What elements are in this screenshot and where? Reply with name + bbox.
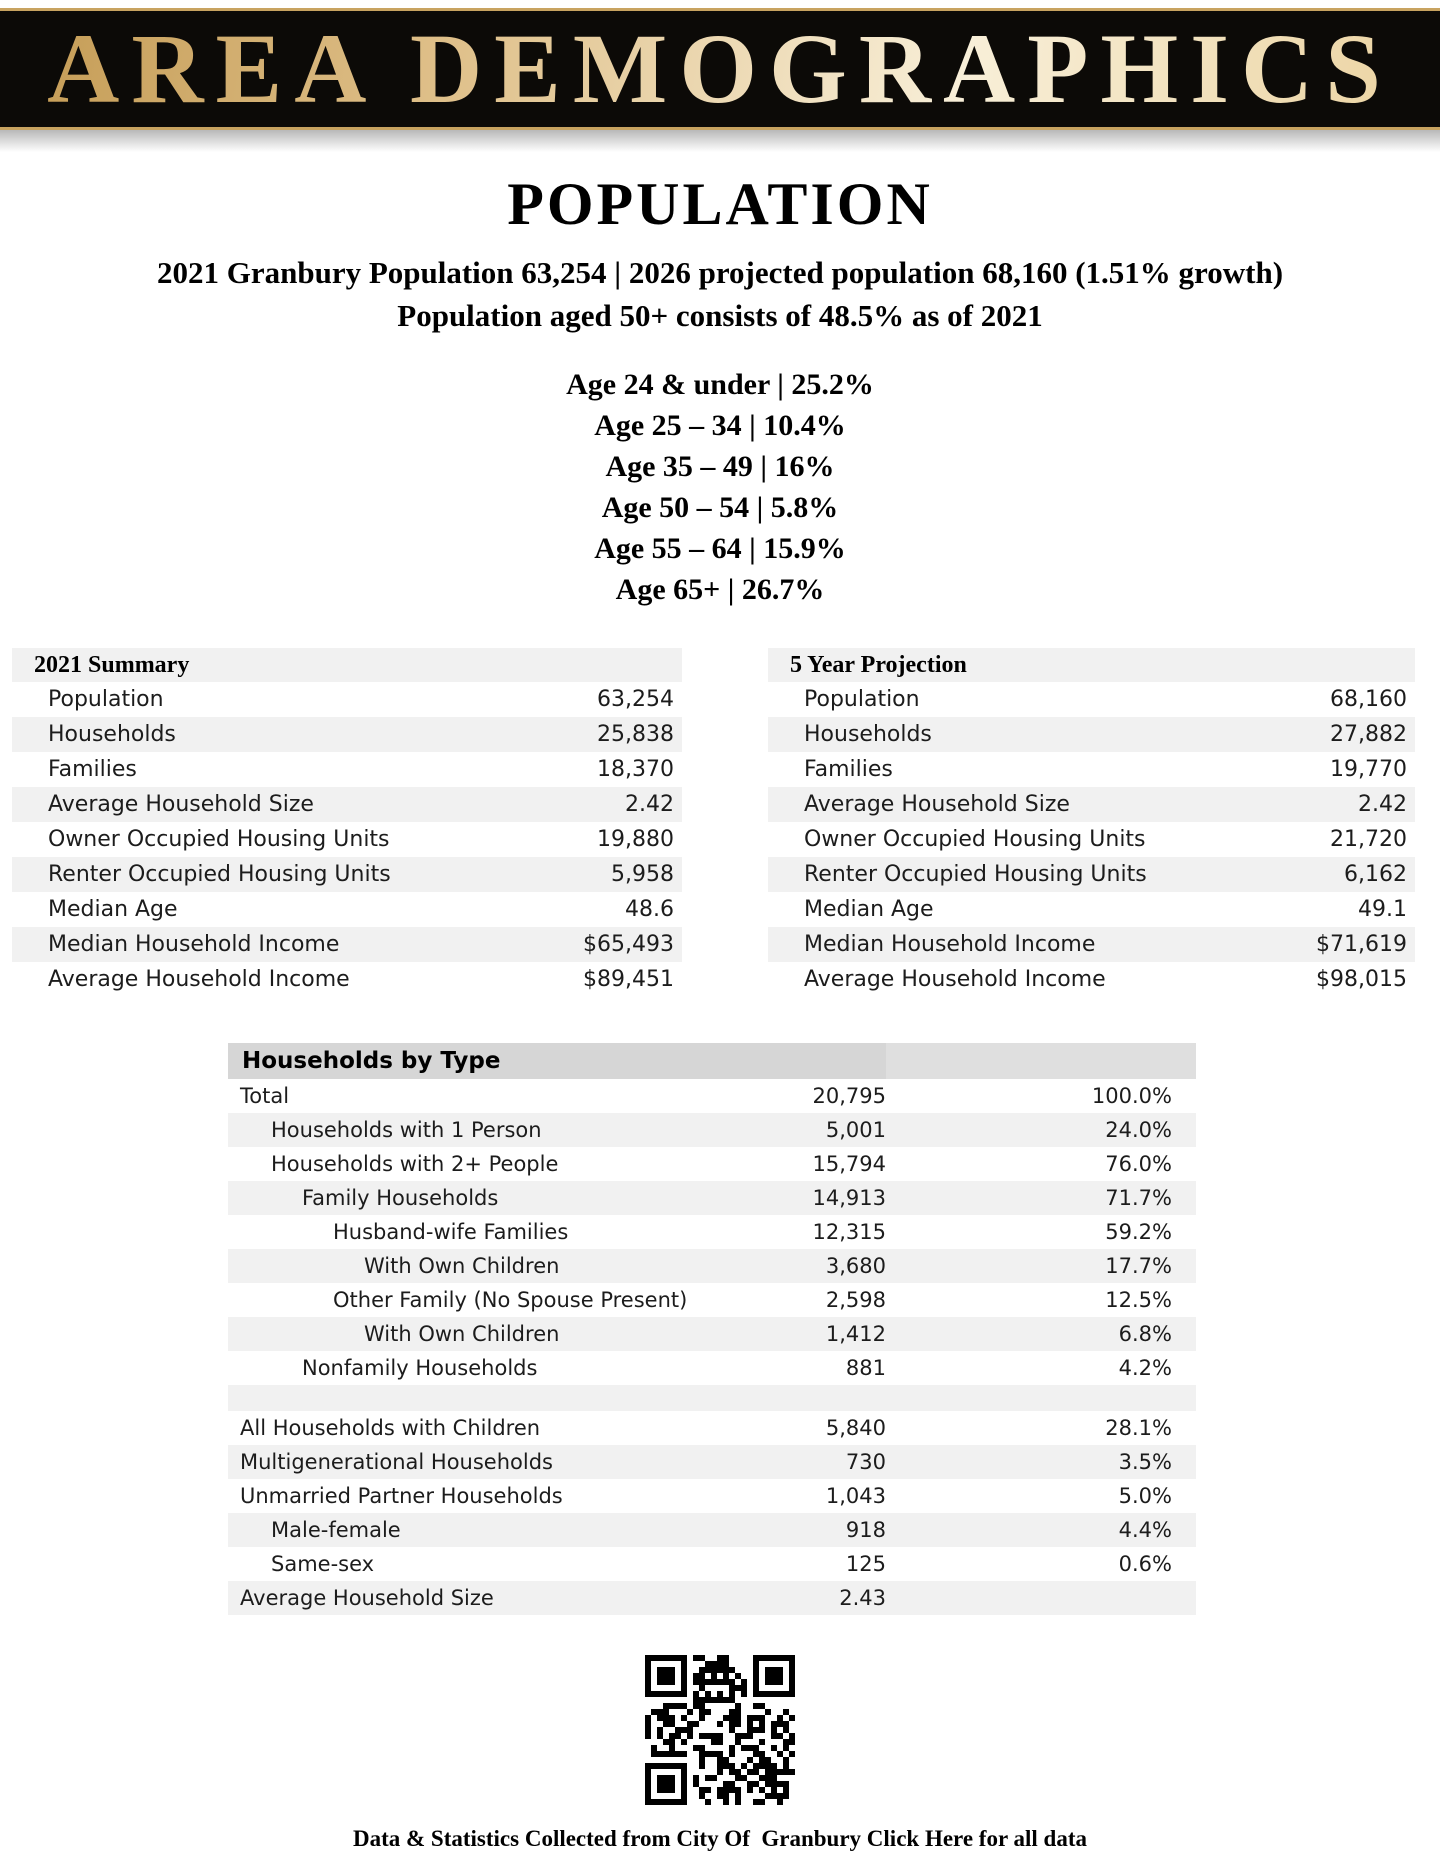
row-percent: 24.0% — [1105, 1118, 1172, 1142]
table-row — [12, 752, 682, 787]
row-value: 19,880 — [597, 827, 674, 852]
row-value: 1,412 — [825, 1322, 886, 1346]
row-value: 125 — [845, 1552, 886, 1576]
summary-2021-rows — [12, 682, 682, 997]
age-range-item: Age 50 – 54 | 5.8% — [601, 491, 839, 524]
row-label: Multigenerational Households — [240, 1450, 553, 1474]
row-label: Total — [240, 1084, 290, 1108]
row-label: Average Household Size — [48, 792, 314, 817]
footer-click-here-link[interactable]: Data & Statistics Collected from City Of Granbury Click Here for all data — [353, 1826, 1087, 1851]
summary-tables-section — [0, 648, 1440, 997]
table-row — [768, 962, 1415, 997]
table-row — [768, 682, 1415, 717]
table-row — [12, 927, 682, 962]
row-label: Households with 2+ People — [271, 1152, 559, 1176]
banner-title: AREA DEMOGRAPHICS — [47, 13, 1393, 124]
row-label: Renter Occupied Housing Units — [804, 862, 1147, 887]
row-value: 63,254 — [597, 687, 674, 712]
row-label: Husband-wife Families — [333, 1220, 569, 1244]
table-row — [228, 1249, 1196, 1283]
page-title: POPULATION — [507, 171, 933, 237]
row-percent: 5.0% — [1118, 1484, 1172, 1508]
row-value: 49.1 — [1358, 897, 1407, 922]
table-row — [12, 962, 682, 997]
row-value: 19,770 — [1330, 757, 1407, 782]
row-percent: 100.0% — [1091, 1084, 1172, 1108]
population-age50-line: Population aged 50+ consists of 48.5% as of 2021 — [397, 298, 1043, 333]
row-label: Nonfamily Households — [302, 1356, 538, 1380]
projection-5yr-header: 5 Year Projection — [768, 648, 1415, 682]
banner-shadow — [0, 130, 1440, 156]
row-label: Unmarried Partner Households — [240, 1484, 563, 1508]
table-row — [228, 1215, 1196, 1249]
table-row — [228, 1113, 1196, 1147]
row-value: 12,315 — [812, 1220, 886, 1244]
row-percent: 0.6% — [1118, 1552, 1172, 1576]
row-value: $89,451 — [583, 967, 674, 992]
row-value: 48.6 — [625, 897, 674, 922]
age-range-item: Age 55 – 64 | 15.9% — [594, 532, 846, 565]
row-label: Population — [804, 687, 920, 712]
row-label: Owner Occupied Housing Units — [48, 827, 390, 852]
table-row — [228, 1283, 1196, 1317]
table-row — [12, 682, 682, 717]
row-value: 21,720 — [1330, 827, 1407, 852]
row-label: Families — [804, 757, 893, 782]
row-value: 5,958 — [611, 862, 674, 887]
row-label: Median Household Income — [804, 932, 1096, 957]
table-row — [228, 1479, 1196, 1513]
row-percent: 28.1% — [1105, 1416, 1172, 1440]
age-range-item: Age 25 – 34 | 10.4% — [594, 409, 846, 442]
row-value: 14,913 — [812, 1186, 886, 1210]
spacer-row — [228, 1385, 1196, 1411]
table-row — [12, 822, 682, 857]
table-row — [228, 1445, 1196, 1479]
table-row — [12, 787, 682, 822]
households-by-type-table — [228, 1043, 1196, 1615]
row-value: $98,015 — [1316, 967, 1407, 992]
row-percent: 4.2% — [1118, 1356, 1172, 1380]
table-row — [228, 1581, 1196, 1615]
table-row — [228, 1547, 1196, 1581]
row-label: Average Household Size — [804, 792, 1070, 817]
summary-2021-header: 2021 Summary — [12, 648, 682, 682]
table-row — [228, 1411, 1196, 1445]
row-label: Families — [48, 757, 137, 782]
table-row — [228, 1181, 1196, 1215]
row-value: 2.42 — [625, 792, 674, 817]
row-label: Family Households — [302, 1186, 499, 1210]
age-range-item: Age 65+ | 26.7% — [615, 573, 825, 606]
row-label: Median Age — [804, 897, 934, 922]
row-label: Households with 1 Person — [271, 1118, 542, 1142]
age-distribution-list — [0, 364, 1440, 610]
qr-code-icon — [645, 1655, 795, 1805]
row-value: 5,840 — [825, 1416, 886, 1440]
row-label: Households — [804, 722, 932, 747]
age-range-item: Age 24 & under | 25.2% — [566, 368, 874, 401]
table-row — [228, 1513, 1196, 1547]
row-label: Other Family (No Spouse Present) — [333, 1288, 688, 1312]
row-value: 2.43 — [839, 1586, 886, 1610]
summary-2021-table — [12, 648, 682, 997]
table-row — [12, 717, 682, 752]
row-value: $65,493 — [583, 932, 674, 957]
projection-5yr-rows — [768, 682, 1415, 997]
row-label: Same-sex — [271, 1552, 375, 1576]
row-value: 918 — [845, 1518, 886, 1542]
row-percent: 59.2% — [1105, 1220, 1172, 1244]
table-row — [768, 717, 1415, 752]
row-value: 730 — [845, 1450, 886, 1474]
row-value: 1,043 — [825, 1484, 886, 1508]
row-label: With Own Children — [364, 1322, 560, 1346]
row-percent: 17.7% — [1105, 1254, 1172, 1278]
row-label: Average Household Income — [48, 967, 350, 992]
row-value: 2,598 — [825, 1288, 886, 1312]
table-row — [768, 787, 1415, 822]
row-value: 18,370 — [597, 757, 674, 782]
row-value: 25,838 — [597, 722, 674, 747]
table-row — [768, 927, 1415, 962]
households-by-type-header: Households by Type — [228, 1043, 1196, 1079]
row-label: Median Age — [48, 897, 178, 922]
row-label: Renter Occupied Housing Units — [48, 862, 391, 887]
population-summary-line: 2021 Granbury Population 63,254 | 2026 projected population 68,160 (1.51% growth) — [156, 255, 1284, 290]
banner — [0, 8, 1440, 130]
row-percent: 4.4% — [1118, 1518, 1172, 1542]
row-label: With Own Children — [364, 1254, 560, 1278]
row-value: 15,794 — [812, 1152, 886, 1176]
row-label: Male-female — [271, 1518, 401, 1542]
age-range-item: Age 35 – 49 | 16% — [605, 450, 835, 483]
row-value: 2.42 — [1358, 792, 1407, 817]
row-percent: 3.5% — [1118, 1450, 1172, 1474]
row-percent: 76.0% — [1105, 1152, 1172, 1176]
table-row — [12, 892, 682, 927]
table-row — [768, 857, 1415, 892]
row-label: Average Household Size — [240, 1586, 494, 1610]
row-value: 68,160 — [1330, 687, 1407, 712]
row-value: $71,619 — [1316, 932, 1407, 957]
row-label: Population — [48, 687, 164, 712]
row-value: 3,680 — [825, 1254, 886, 1278]
table-row — [228, 1351, 1196, 1385]
row-label: Average Household Income — [804, 967, 1106, 992]
row-value: 6,162 — [1344, 862, 1407, 887]
projection-5yr-table — [768, 648, 1415, 997]
households-by-type-rows — [228, 1079, 1196, 1615]
row-label: Median Household Income — [48, 932, 340, 957]
table-row — [228, 1147, 1196, 1181]
table-row — [768, 822, 1415, 857]
row-value: 881 — [845, 1356, 886, 1380]
row-value: 27,882 — [1330, 722, 1407, 747]
row-label: Households — [48, 722, 176, 747]
table-row — [228, 1079, 1196, 1113]
row-percent: 71.7% — [1105, 1186, 1172, 1210]
row-value: 20,795 — [812, 1084, 886, 1108]
row-value: 5,001 — [825, 1118, 886, 1142]
row-percent: 6.8% — [1118, 1322, 1172, 1346]
table-row — [768, 892, 1415, 927]
row-label: Owner Occupied Housing Units — [804, 827, 1146, 852]
table-row — [12, 857, 682, 892]
qr-code-container — [0, 1655, 1440, 1810]
table-row — [228, 1317, 1196, 1351]
row-percent: 12.5% — [1105, 1288, 1172, 1312]
row-label: All Households with Children — [240, 1416, 541, 1440]
table-row — [768, 752, 1415, 787]
